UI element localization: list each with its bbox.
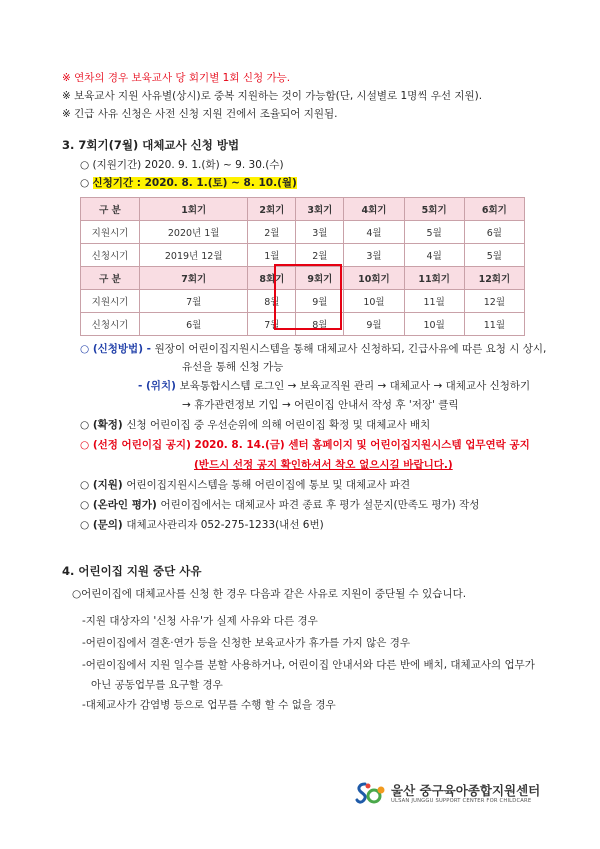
table-cell: 2회기 xyxy=(248,198,296,221)
table-cell: 7월 xyxy=(140,290,248,313)
table-cell: 지원시기 xyxy=(81,290,140,313)
support-period: ○ (지원기간) 2020. 9. 1.(화) ~ 9. 30.(수) xyxy=(80,159,284,171)
list-item: -어린이집에서 결혼·연가 등을 신청한 보육교사가 휴가를 가지 않은 경우 xyxy=(82,637,410,649)
list-item: 아닌 공동업무를 요구할 경우 xyxy=(91,679,223,691)
section-3-title: 3. 7회기(7월) 대체교사 신청 방법 xyxy=(62,138,240,152)
table-cell: 6월 xyxy=(464,221,524,244)
method-label: ○ (신청방법) - xyxy=(80,343,155,355)
table-row xyxy=(81,221,525,244)
location-text-1: 보육통합시스템 로그인 → 보육교직원 관리 → 대체교사 → 대체교사 신청하기 xyxy=(179,380,531,392)
table-cell: 신청시기 xyxy=(81,244,140,267)
support-line xyxy=(80,477,410,492)
table-cell: 11월 xyxy=(464,313,524,336)
table-cell: 3월 xyxy=(344,244,404,267)
apply-period xyxy=(80,175,297,190)
confirm-label: ○ (확정) xyxy=(80,419,127,431)
location-label: - (위치) xyxy=(138,380,180,392)
support-text: 어린이집지원시스템을 통해 어린이집에 통보 및 대체교사 파견 xyxy=(126,479,411,491)
highlight-box-9th-session xyxy=(274,264,342,330)
list-item: -지원 대상자의 '신청 사유'가 실제 사유와 다른 경우 xyxy=(82,615,318,627)
note-1: ※ 연차의 경우 보육교사 당 회기별 1회 신청 가능. xyxy=(62,72,291,84)
method-text-1: 원장이 어린이집지원시스템을 통해 대체교사 신청하되, 긴급사유에 따른 요청 시 상시, xyxy=(154,343,547,355)
table-cell: 4회기 xyxy=(344,198,404,221)
notice-line: ○ (선정 어린이집 공지) 2020. 8. 14.(금) 센터 홈페이지 및 어린이집지원시스템 업무연락 공지 xyxy=(80,439,530,451)
table-cell: 구 분 xyxy=(81,198,140,221)
table-cell: 4월 xyxy=(344,221,404,244)
section-4-title: 4. 어린이집 지원 중단 사유 xyxy=(62,564,202,578)
apply-period-text: 신청기간 : 2020. 8. 1.(토) ~ 8. 10.(월) xyxy=(92,177,297,189)
section-4-intro: ○어린이집에 대체교사를 신청 한 경우 다음과 같은 사유로 지원이 중단될 수 있습니다. xyxy=(72,588,467,600)
table-cell: 6회기 xyxy=(464,198,524,221)
location-text-2: → 휴가관련정보 기입 → 어린이집 안내서 작성 후 '저장' 클릭 xyxy=(182,399,459,411)
evaluation-line xyxy=(80,497,479,512)
table-cell: 11회기 xyxy=(404,267,464,290)
table-cell: 10회기 xyxy=(344,267,404,290)
table-cell: 8회기 xyxy=(248,267,296,290)
note-3: ※ 긴급 사유 신청은 사전 신청 지원 건에서 조율되어 지원됨. xyxy=(62,108,338,120)
table-cell: 5회기 xyxy=(404,198,464,221)
table-cell: 2월 xyxy=(248,221,296,244)
notice-warning: (반드시 선정 공지 확인하셔서 착오 없으시길 바랍니다.) xyxy=(194,459,453,471)
evaluation-label: ○ (온라인 평가) xyxy=(80,499,161,511)
confirm-line xyxy=(80,417,430,432)
table-cell: 8월 xyxy=(296,313,344,336)
center-english-name: ULSAN JUNGGU SUPPORT CENTER FOR CHILDCARE xyxy=(391,798,532,804)
table-cell: 3회기 xyxy=(296,198,344,221)
location-line-1 xyxy=(138,378,530,393)
note-2: ※ 보육교사 지원 사유별(상시)로 중복 지원하는 것이 가능함(단, 시설별로 1명씩 우선 지원). xyxy=(62,90,483,102)
table-cell: 3월 xyxy=(296,221,344,244)
table-row xyxy=(81,198,525,221)
table-cell: 12회기 xyxy=(464,267,524,290)
inquiry-line xyxy=(80,517,324,532)
table-cell: 7회기 xyxy=(140,267,248,290)
inquiry-label: ○ (문의) xyxy=(80,519,127,531)
table-cell: 12월 xyxy=(464,290,524,313)
table-cell: 9월 xyxy=(296,290,344,313)
table-cell: 11월 xyxy=(404,290,464,313)
table-cell: 2월 xyxy=(296,244,344,267)
table-cell: 10월 xyxy=(404,313,464,336)
table-cell: 7월 xyxy=(248,313,296,336)
table-cell: 4월 xyxy=(404,244,464,267)
table-cell: 1회기 xyxy=(140,198,248,221)
evaluation-text: 어린이집에서는 대체교사 파견 종료 후 평가 설문지(만족도 평가) 작성 xyxy=(160,499,480,511)
table-cell: 2019년 12월 xyxy=(140,244,248,267)
apply-period-bullet: ○ xyxy=(80,177,93,189)
table-cell: 지원시기 xyxy=(81,221,140,244)
table-cell: 9월 xyxy=(344,313,404,336)
center-logo-icon xyxy=(355,781,385,807)
table-cell: 5월 xyxy=(404,221,464,244)
center-name: 울산 중구육아종합지원센터 xyxy=(391,783,541,798)
table-cell: 6월 xyxy=(140,313,248,336)
table-cell: 구 분 xyxy=(81,267,140,290)
confirm-text: 신청 어린이집 중 우선순위에 의해 어린이집 확정 및 대체교사 배치 xyxy=(126,419,431,431)
method-line-1 xyxy=(80,341,546,356)
table-cell: 8월 xyxy=(248,290,296,313)
inquiry-text: 대체교사관리자 052-275-1233(내선 6번) xyxy=(126,519,324,531)
table-cell: 9회기 xyxy=(296,267,344,290)
table-cell: 10월 xyxy=(344,290,404,313)
list-item: -대체교사가 감염병 등으로 업무를 수행 할 수 없을 경우 xyxy=(82,699,336,711)
method-text-2: 유선을 통해 신청 가능 xyxy=(182,361,284,373)
list-item: -어린이집에서 지원 일수를 분할 사용하거나, 어린이집 안내서와 다른 반에 배치, 대체교사의 업무가 xyxy=(82,659,535,671)
table-cell: 5월 xyxy=(464,244,524,267)
table-cell: 1월 xyxy=(248,244,296,267)
table-cell: 신청시기 xyxy=(81,313,140,336)
table-cell: 2020년 1월 xyxy=(140,221,248,244)
support-label: ○ (지원) xyxy=(80,479,127,491)
